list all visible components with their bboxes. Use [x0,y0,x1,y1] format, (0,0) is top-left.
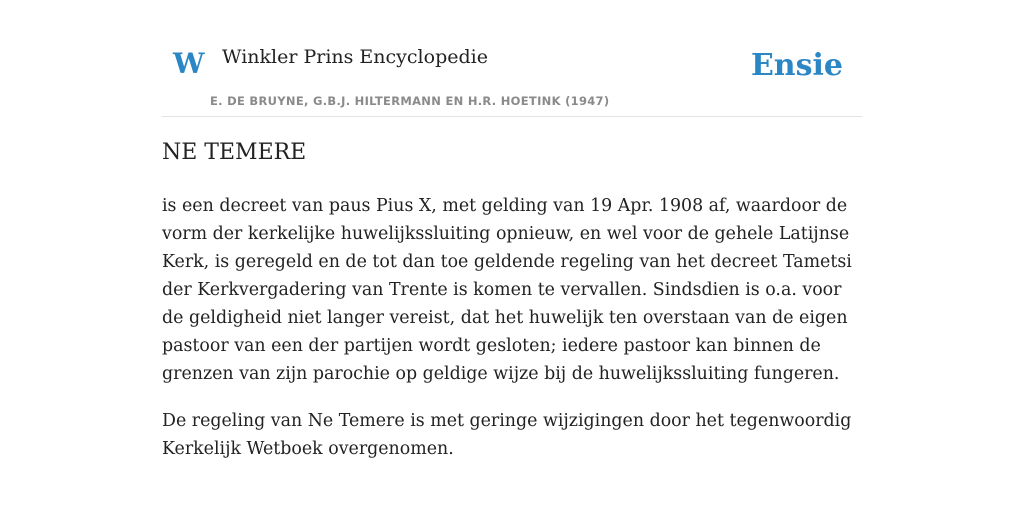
entry-paragraph: is een decreet van paus Pius X, met gelding van 19 Apr. 1908 af, waardoor de vorm der kerkelijke huwelijkssluiting opnieuw, en wel voor de gehele Latijnse Kerk, is geregeld en de tot dan toe geldende regeling van het decreet Tametsi der Kerkvergadering van Trente is komen te vervallen. Sindsdien is o.a. voor de geldigheid niet langer vereist, dat het huwelijk ten overstaan van de eigen pastoor van een der partijen wordt gesloten; iedere pastoor kan binnen de grenzen van zijn parochie op geldige wijze bij de huwelijkssluiting fungeren. [162,196,852,384]
publication-authors: E. DE BRUYNE, G.B.J. HILTERMANN EN H.R. HOETINK (1947) [210,94,610,108]
header [162,0,862,117]
publication-title-link[interactable]: Winkler Prins Encyclopedie [222,46,488,68]
entry-title: NE TEMERE [162,140,307,165]
entry-body [162,192,867,482]
ensie-brand-logo[interactable]: Ensie [750,48,843,83]
entry-paragraph: De regeling van Ne Temere is met geringe wijzigingen door het tegenwoordig Kerkelijk Wetboek overgenomen. [162,411,852,459]
encyclopedia-logo-icon[interactable]: W [173,47,205,80]
